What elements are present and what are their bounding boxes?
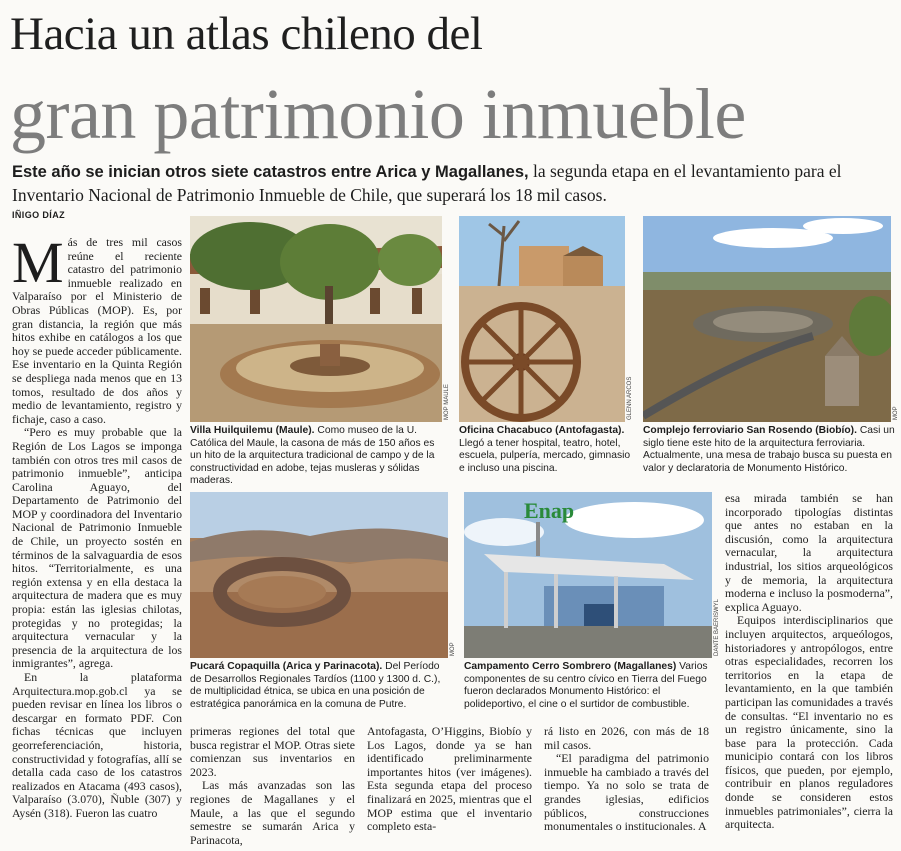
drop-cap: M [12,230,64,295]
deck-bold: Este año se inician otros siete catastros entre Arica y Magallanes, [12,163,529,181]
paragraph: primeras regiones del total que busca registrar el MOP. Otras siete comienzan sus inventarios en 2023. [190,724,355,779]
caption-san-rosendo: Complejo ferroviario San Rosendo (Biobío). Casi un siglo tiene este hito de la arquitectura ferroviaria. Actualmente, una mesa de trabajo busca su puesta en valor y declaratoria de Monumento Histórico. [643,425,895,474]
paragraph: En la plataforma Arquitectura.mop.gob.cl ya se pueden revisar en línea los libros o descargar en formato PDF. Con fichas técnicas que incluyen georreferenciación, historia, constructividad y fotografías, allí se detalla cada caso de los catastros realizados en Atacama (493 casos), Valparaíso (3.070), Ñuble (307) y Aysén (318). Fueron las cuatro [12,670,182,820]
photo-credit: MOP [893,406,899,420]
photo-cerro-sombrero [464,492,712,658]
photo-villa-huilquilemu [190,216,442,422]
byline: IÑIGO DÍAZ [12,210,65,220]
photo-credit: MOP [450,642,456,656]
photo-credit: MOP MAULE [444,384,450,420]
enap-sign: Enap [524,498,575,523]
article-column-2 [190,725,355,847]
caption-oficina-chacabuco: Oficina Chacabuco (Antofagasta). Llegó a tener hospital, teatro, hotel, escuela, pulpería, mercado, gimnasio e incluso una piscina. [459,425,631,474]
deck-rest: la segunda etapa en el levantamiento para el Inventario Nacional de Patrimonio Inmueble de Chile, que superará los 18 mil casos. [12,161,842,205]
photo-san-rosendo [643,216,891,422]
article-column-5 [725,492,893,832]
headline-line-2: gran patrimonio inmueble [10,74,746,154]
article-column-3 [367,725,532,834]
deck [12,160,897,207]
paragraph: Las más avanzadas son las regiones de Magallanes y el Maule, a las que el segundo semestre se sumarán Arica y Parinacota, [190,778,355,847]
paragraph: “Pero es muy probable que la Región de Los Lagos se imponga también con otros tres mil casos de patrimonio inmueble”, anticipa Carolina Aguayo, del Departamento de Patrimonio del MOP y coordinadora del Inventario Nacional de Patrimonio Inmueble de Chile, un proyecto sostén en términos de la salvaguardia de esos hitos. “Territorialmente, es una región extensa y en ella destaca la arquitectura de madera que es muy propia: están las iglesias chilotas, protegidas y no protegidas; la arquitectura vernacular y la presencia de la arquitectura de los inmigrantes”, agrega. [12,425,182,671]
paragraph: Más de tres mil casos reúne el reciente catastro del patrimonio inmueble realizado en Valparaíso por el Ministerio de Obras Públicas (MOP). Es, por gran distancia, la región que más hitos exhibe en catálogos a los que hoy se puede acceder públicamente. Ese inventario en la Quinta Región se despliega nada menos que en 13 tomos, resultado de dos años y medio de levantamiento, registro y fichaje, caso a caso. [12,230,182,426]
headline-line-1: Hacia un atlas chileno del [10,8,483,60]
paragraph: Antofagasta, O’Higgins, Biobío y Los Lagos, donde ya se han identificado preliminarmente importantes hitos (ver imágenes). Esta segunda etapa del proceso finalizará en 2025, mientras que el MOP estima que el inventario completo esta- [367,724,532,834]
caption-cerro-sombrero: Campamento Cerro Sombrero (Magallanes) Varios componentes de su centro cívico en Tierra del Fuego fueron declarados Monumento Histórico: el polideportivo, el cine o el surtidor de combustible. [464,661,708,710]
caption-pucara-copaquilla: Pucará Copaquilla (Arica y Parinacota). Del Período de Desarrollos Regionales Tardíos (1100 y 1300 d. C.), de multiplicidad étnica, se ubica en una posición de estratégica panorámica en la comuna de Putre. [190,661,441,710]
paragraph: esa mirada también se han incorporado tipologías distintas que antes no estaban en la discusión, como la arquitectura vernacular, la arquitectura industrial, los sitios arqueológicos y de memoria, la arquitectura moderna e incluso la posmoderna”, explica Aguayo. [725,491,893,614]
article-column-1 [12,230,182,821]
paragraph: rá listo en 2026, con más de 18 mil casos. [544,724,709,752]
photo-credit: DANTE BAERISWYL [714,598,720,656]
photo-oficina-chacabuco [459,216,625,422]
photo-credit: GLENN ARCOS [627,376,633,420]
article-column-4 [544,725,709,834]
paragraph: “El paradigma del patrimonio inmueble ha cambiado a través del tiempo. Ya no solo se trata de grandes iglesias, edificios públicos, construcciones monumentales o institucionales. A [544,751,709,834]
caption-villa-huilquilemu: Villa Huilquilemu (Maule). Como museo de la U. Católica del Maule, la casona de más de 150 años es un hito de la arquitectura tradicional de campo y de la constructividad en adobe, tejas musleras y sólidas maderas. [190,425,435,487]
photo-pucara-copaquilla [190,492,448,658]
paragraph: Equipos interdisciplinarios que incluyen arquitectos, arqueólogos, historiadores y antropólogos, entre otras especialidades, recorren los territorios en la etapa de levantamiento, en la que también participan las comunidades a través de consultas. “El inventario no es un registro únicamente, sino la base para la protección. Cada municipio contará con los libros físicos, que pueden, por ejemplo, contribuir en planos reguladores donde se consideren estos inmuebles patrimoniales”, cierra la arquitecta. [725,613,893,832]
